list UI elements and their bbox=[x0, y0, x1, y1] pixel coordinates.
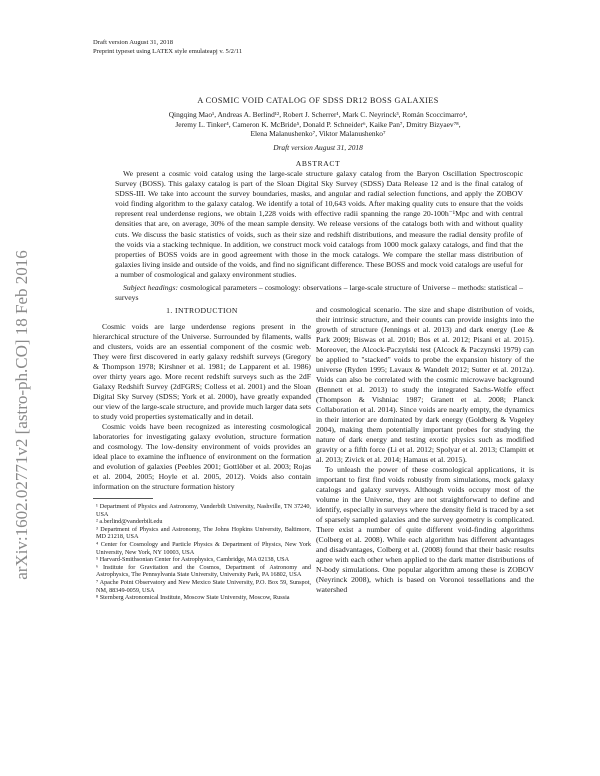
footnote: ⁵ Harvard-Smithsonian Center for Astrophysics, Cambridge, MA 02138, USA bbox=[96, 556, 290, 564]
paragraph: Cosmic voids are large underdense regions present in the hierarchical structure of the Universe. Surrounded by filaments, walls and clusters, voids are an essential component of the cosmic web. They were first discovered in early galaxy redshift surveys (Gregory & Thompson 1978; Kirshner et al. 1981; de Lapparent et al. 1986) over thirty years ago. More recent redshift surveys such as the 2dF Galaxy Redshift Survey (2dFGRS; Colless et al. 2001) and the Sloan Digital Sky Survey (SDSS; York et al. 2000), have greatly expanded our view of the large-scale structure, and provide much larger data sets to study void properties systematically and in detail. bbox=[93, 322, 311, 421]
abstract-heading: ABSTRACT bbox=[295, 159, 341, 168]
footnote: ⁶ Institute for Gravitation and the Cosmos, Department of Astronomy and Astrophysics, The Pennsylvania State University, University Park, PA 16802, USA bbox=[96, 563, 311, 579]
paragraph: Cosmic voids have been recognized as interesting cosmological laboratories for investigating galaxy evolution, structure formation and cosmology. The low-density environment of voids provides an ideal place to examine the influence of environment on the formation and evolution of galaxies (Peebles 2001; Gottlöber et al. 2003; Rojas et al. 2004, 2005; Hoyle et al. 2005, 2012). Voids also contain information on the structure formation history bbox=[93, 422, 311, 491]
section-heading: 1. INTRODUCTION bbox=[166, 306, 238, 315]
subject-headings bbox=[115, 283, 523, 303]
footnote: ⁴ Center for Cosmology and Particle Physics & Department of Physics, New York University, New York, NY 10003, USA bbox=[96, 540, 311, 556]
footnote: ³ Department of Physics and Astronomy, The Johns Hopkins University, Baltimore, MD 21218, USA bbox=[96, 525, 311, 541]
left-column bbox=[93, 305, 311, 602]
footnote: ¹ Department of Physics and Astronomy, Vanderbilt University, Nashville, TN 37240, USA bbox=[96, 503, 311, 518]
header-preprint-line: Preprint typeset using LATEX style emulateapj v. 5/2/11 bbox=[93, 48, 243, 55]
author-line: Jeremy L. Tinker⁴, Cameron K. McBride⁵, Donald P. Schneider⁶, Kaike Pan⁷, Dmitry Bizyaev⁷⁸, bbox=[175, 119, 461, 129]
right-column bbox=[316, 305, 534, 595]
author-list bbox=[93, 110, 543, 139]
author-line: Elena Malanushenko⁷, Viktor Malanushenko⁷ bbox=[250, 129, 386, 139]
footnote: ⁷ Apache Point Observatory and New Mexico State University, P.O. Box 59, Sunspot, NM, 88349-0059, USA bbox=[96, 578, 311, 594]
abstract-text: We present a cosmic void catalog using the large-scale structure galaxy catalog from the Baryon Oscillation Spectroscopic Survey (BOSS). This galaxy catalog is part of the Sloan Digital Sky Survey (SDSS) Data Release 12 and is the final catalog of SDSS-III. We take into account the survey boundaries, masks, and angular and radial selection functions, and apply the ZOBOV void finding algorithm to the galaxy catalog. We identify a total of 10,643 voids. After making quality cuts to ensure that the voids represent real underdense regions, we obtain 1,228 voids with effective radii spanning the range 20-100h⁻¹Mpc and with central densities that are, on average, 30% of the mean sample density. We release versions of the catalogs both with and without quality cuts. We discuss the basic statistics of voids, such as their size and redshift distributions, and measure the radial density profile of the voids via a stacking technique. In addition, we construct mock void catalogs from 1000 mock galaxy catalogs, and find that the properties of BOSS voids are in good agreement with those in the mock catalogs. We compare the stellar mass distribution of galaxies living inside and outside of the voids, and find no significant difference. These BOSS and mock void catalogs are useful for a number of cosmological and galaxy environment studies. bbox=[115, 169, 523, 279]
arxiv-stamp: arXiv:1602.02771v2 [astro-ph.CO] 18 Feb 2016 bbox=[12, 250, 31, 580]
draft-version: Draft version August 31, 2018 bbox=[273, 143, 363, 152]
author-line: Qingqing Mao¹, Andreas A. Berlind¹², Robert J. Scherrer¹, Mark C. Neyrinck³, Román Scoccimarro⁴, bbox=[168, 110, 468, 119]
paragraph: and cosmological scenario. The size and shape distribution of voids, their intrinsic structure, and their counts can provide insights into the growth of structure (Jennings et al. 2013) and dark energy (Lee & Park 2009; Biswas et al. 2010; Bos et al. 2012; Pisani et al. 2015). Moreover, the Alcock-Paczyński test (Alcock & Paczynski 1979) can be applied to "stacked" voids to probe the expansion history of the universe (Ryden 1995; Lavaux & Wandelt 2012; Sutter et al. 2012a). Voids can also be correlated with the cosmic microwave background (Bennett et al. 2013) to study the integrated Sachs-Wolfe effect (Thompson & Vishniac 1987; Granett et al. 2008; Planck Collaboration et al. 2014). Since voids are nearly empty, the dynamics in their interior are dominated by dark energy (Goldberg & Vogeley 2004), making them potentially important probes for studying the nature of dark energy and testing exotic physics such as modified gravity or a fifth force (Li et al. 2012; Spolyar et al. 2013; Clampitt et al. 2013; Zivick et al. 2014; Hamaus et al. 2015). bbox=[316, 305, 534, 464]
footnote-rule bbox=[93, 498, 153, 499]
paragraph: To unleash the power of these cosmological applications, it is important to first find voids robustly from simulations, mock galaxy catalogs and galaxy surveys. Although voids occupy most of the volume in the Universe, they are not straightforward to define and identify, especially in surveys where the density field is traced by a set of sparsely sampled galaxies and the survey geometry is complicated. There exist a number of quite different void-finding algorithms (Colberg et al. 2008). While each algorithm has different advantages and disadvantages, Colberg et al. (2008) found that their basic results agree with each other when applied to the dark matter distributions of N-body simulations. One popular algorithm among these is ZOBOV (Neyrinck 2008), which is based on Voronoi tessellations and the watershed bbox=[316, 465, 534, 594]
header-draft-line: Draft version August 31, 2018 bbox=[93, 39, 174, 46]
footnote: ² a.berlind@vanderbilt.edu bbox=[96, 518, 163, 526]
subject-text: cosmological parameters – cosmology: observations – large-scale structure of Universe – methods: statistical – surveys bbox=[115, 283, 523, 303]
paper-title: A COSMIC VOID CATALOG OF SDSS DR12 BOSS GALAXIES bbox=[197, 96, 439, 105]
footnote: ⁸ Sternberg Astronomical Institute, Moscow State University, Moscow, Russia bbox=[96, 594, 290, 602]
subject-label: Subject headings: bbox=[123, 283, 178, 292]
